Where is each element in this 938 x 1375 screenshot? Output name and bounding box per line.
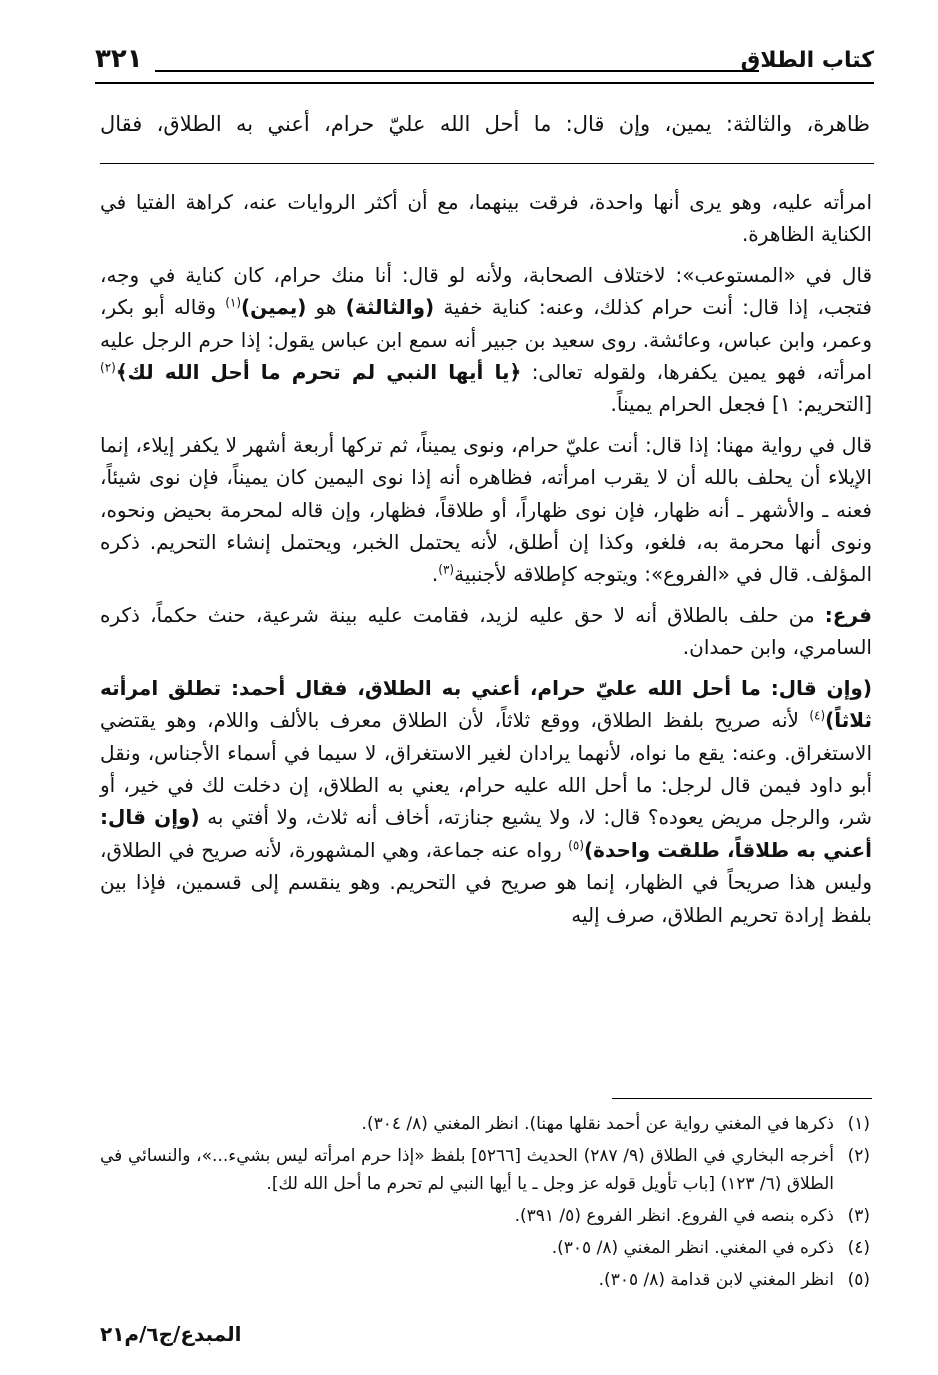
footnote-3 xyxy=(100,1202,870,1230)
p5-bold-d: (وإن قال: أعني به طلاقاً، طلقت واحدة) xyxy=(100,805,872,862)
footnote-ref-4: (٤) xyxy=(809,708,826,723)
footnote-2 xyxy=(100,1142,870,1198)
footnote-1 xyxy=(100,1110,870,1138)
footnotes xyxy=(100,1110,870,1298)
footnote-text: ذكره في المغني. انظر المغني (٨/ ٣٠٥). xyxy=(551,1238,834,1258)
footnote-number: (٢) xyxy=(847,1146,870,1166)
footnote-ref-5: (٥) xyxy=(568,838,584,853)
p5-text-f: رواه عنه جماعة، وهي المشهورة، لأنه صريح في الطلاق، وليس هذا صريحاً في الظهار، إنما هو صريح في التحريم. وهو ينقسم إلى قسمين، فإذا بين بلفظ إرادة تحريم الطلاق، صرف إليه xyxy=(100,837,872,927)
footnote-text: ذكرها في المغني رواية عن أحمد نقلها مهنا). انظر المغني (٨/ ٣٠٤). xyxy=(361,1114,834,1134)
p5-bold-a: (وإن قال: ما أحل الله عليّ حرام، أعني به الطلاق، فقال أحمد: تطلق امرأته ثلاثاً) xyxy=(100,675,872,733)
matn-top-line: ظاهرة، والثالثة: يمين، وإن قال: ما أحل الله عليّ حرام، أعني به الطلاق، فقال xyxy=(100,112,870,136)
footnote-ref-2: (٢) xyxy=(100,360,116,375)
footnote-text: ذكره بنصه في الفروع. انظر الفروع (٥/ ٣٩١). xyxy=(514,1206,834,1226)
footnote-text: انظر المغني لابن قدامة (٨/ ٣٠٥). xyxy=(598,1270,834,1290)
p2-bold-third: (والثالثة) xyxy=(345,295,435,320)
paragraph-5 xyxy=(100,672,872,931)
book-title: كتاب الطلاق xyxy=(740,48,874,73)
header-rule xyxy=(155,70,759,72)
paragraph-2 xyxy=(100,259,872,421)
p2-text-f: وقاله أبو بكر، وعمر، وابن عباس، وعائشة. روى سعيد بن جبير أنه سمع ابن عباس يقول: إذا حرم الرجل عليه امرأته، فهو يمين يكفرها، ولقوله تعالى: xyxy=(100,295,873,385)
footnote-number: (٣) xyxy=(847,1206,870,1226)
footnote-number: (٥) xyxy=(847,1270,870,1290)
p3-text-a: قال في رواية مهنا: إذا قال: أنت عليّ حرام، ونوى يميناً، ثم تركها أربعة أشهر لا يكفر إيلاء، إنما الإيلاء أن يحلف بالله أن لا يقرب امرأته، فظاهره أنه إذا نوى اليمين كان يميناً، فإن نوى شيئاً، فعنه ـ والأشهر ـ أنه ظهار، فإن نوى ظهاراً، أو طلاقاً، فظهار، وإن قاله لمحرمة بحيض ونحوه، ونوى أنها محرمة به، فلغو، وكذا إن أطلق، لأنه يحتمل الخبر، ويحتمل إنشاء التحريم. ذكره المؤلف. قال في «الفروع»: ويتوجه كإطلاقه لأجنبية xyxy=(100,432,872,587)
p2-text-i: [التحريم: ١] فجعل الحرام يميناً. xyxy=(610,392,872,417)
footnote-rule xyxy=(612,1098,872,1099)
footnote-text: أخرجه البخاري في الطلاق (٩/ ٢٨٧) الحديث [٥٢٦٦] بلفظ «إذا حرم امرأته ليس بشيء...»، والنسائي في الطلاق (٦/ ١٢٣) [باب تأويل قوله عز وجل ـ يا أيها النبي لم تحرم ما أحل الله لك]. xyxy=(100,1146,834,1194)
far-label: فرع: xyxy=(824,602,872,627)
header-underline xyxy=(95,82,874,84)
footnote-number: (٤) xyxy=(847,1238,870,1258)
quran-verse: ﴿يا أيها النبي لم تحرم ما أحل الله لك﴾ xyxy=(115,360,522,385)
paragraph-4 xyxy=(100,599,872,664)
matn-separator xyxy=(100,163,874,164)
footnote-5 xyxy=(100,1266,870,1294)
p5-text-c: لأنه صريح بلفظ الطلاق، ووقع ثلاثاً، لأن الطلاق معرف بالألف واللام، وهو يقتضي الاستغراق. وعنه: يقع ما نواه، لأنهما يرادان لغير الاستغراق، لا سيما في أسماء الأجناس، ونقل أبو داود فيمن قال لرجل: ما أحل الله عليه حرام، يعني به الطلاق، إن دخلت لك في خير، أو شر، والرجل مريض يعوده؟ قال: لا، ولا يشيع جنازته، أخاف أنه ثلاث، ولا أفتي به xyxy=(100,708,872,830)
paragraph-3 xyxy=(100,429,872,591)
p2-text-a: قال في «المستوعب»: لاختلاف الصحابة، ولأنه لو قال: أنا منك حرام، كان كناية في وجه، فتجب، إذا قال: أنت حرام كذلك، وعنه: كناية خفية xyxy=(100,262,872,320)
footnote-number: (١) xyxy=(847,1114,870,1134)
p2-text-c: هو xyxy=(306,295,346,320)
p2-bold-yamin: (يمين) xyxy=(241,295,307,320)
paragraph-1: امرأته عليه، وهو يرى أنها واحدة، فرقت بينهما، مع أن أكثر الروايات عنه، كراهة الفتيا في الكناية الظاهرة. xyxy=(100,190,872,247)
page-number: ٣٢١ xyxy=(95,44,143,74)
signature-mark: المبدع/ج٦/م٢١ xyxy=(100,1322,242,1346)
p4-text: من حلف بالطلاق أنه لا حق عليه لزيد، فقامت عليه بينة شرعية، حنث حكماً، ذكره السامري، وابن حمدان. xyxy=(100,602,872,660)
footnote-ref-3: (٣) xyxy=(438,562,455,577)
running-header xyxy=(95,42,874,86)
p3-text-c: . xyxy=(431,562,439,587)
footnote-ref-1: (١) xyxy=(225,295,242,310)
footnote-4 xyxy=(100,1234,870,1262)
commentary-body xyxy=(100,186,872,939)
